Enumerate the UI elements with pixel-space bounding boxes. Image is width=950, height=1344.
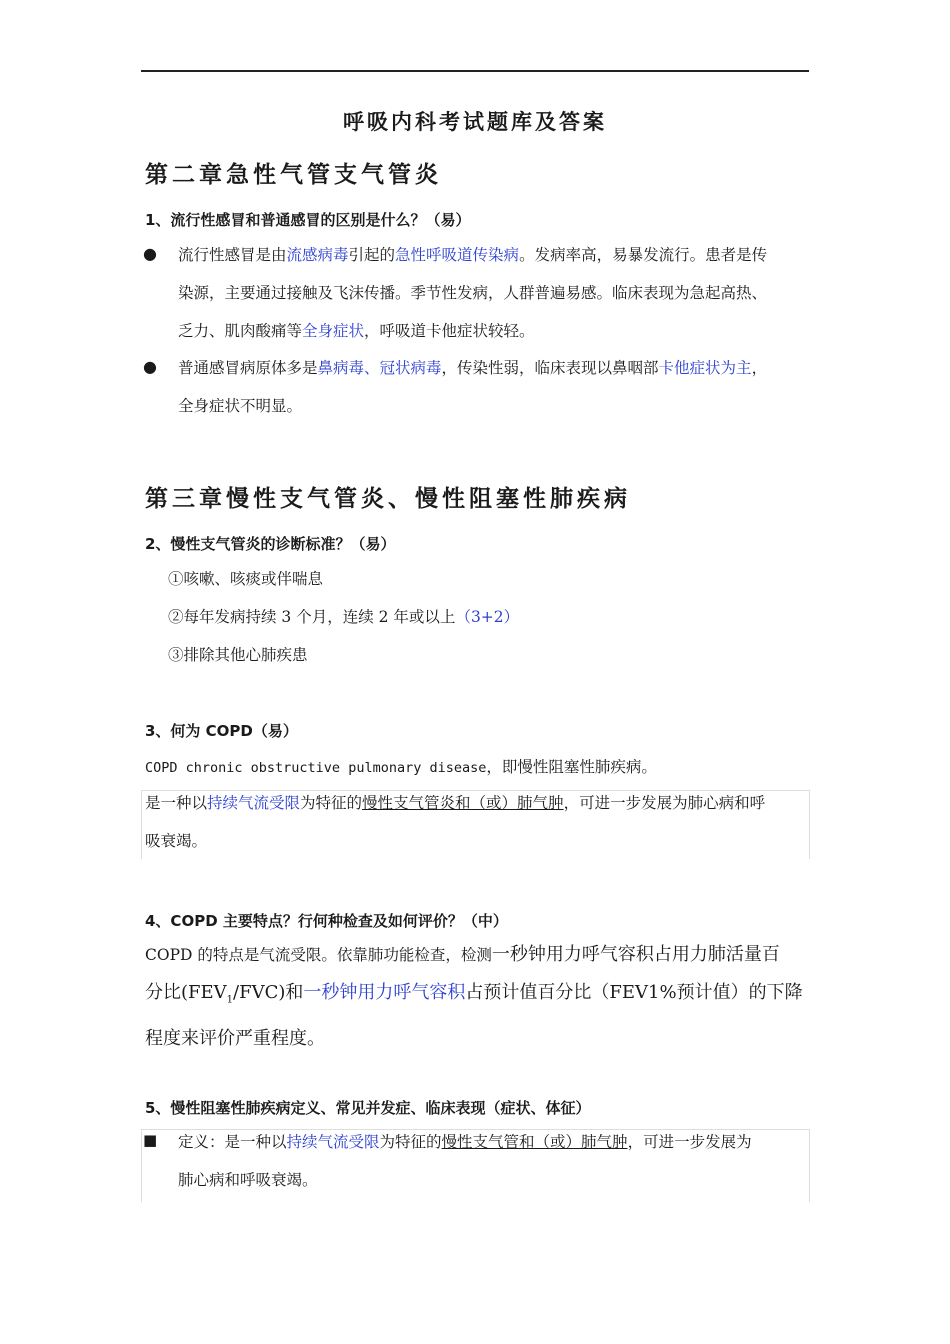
answer-3-line-1: COPD chronic obstructive pulmonary disease，即慢性阻塞性肺疾病。 xyxy=(145,758,657,776)
answer-2: ①咳嗽、咳痰或伴喘息 ②每年发病持续 3 个月，连续 2 年或以上（3+2） ③排除其他心肺疾患 xyxy=(168,570,520,664)
answer-1-bullet-2: 普通感冒病原体多是鼻病毒、冠状病毒，传染性弱，临床表现以鼻咽部卡他症状为主， 全身症状不明显。 xyxy=(178,359,768,415)
term-link: 急性呼吸道传染病 xyxy=(395,246,520,264)
term-link: 流感病毒 xyxy=(286,246,349,264)
term-link: 鼻病毒、冠状病毒 xyxy=(317,359,442,377)
bullet-dot-icon: ● xyxy=(143,357,157,376)
question-2: 2、慢性支气管炎的诊断标准？（易） xyxy=(145,535,396,553)
answer-1-bullet-1: 流行性感冒是由流感病毒引起的急性呼吸道传染病。发病率高，易暴发流行。患者是传 染源，主要通过接触及飞沫传播。季节性发病，人群普遍易感。临床表现为急起高热、 乏力、肌肉酸痛等全身症状，呼吸道卡他症状较轻。 xyxy=(178,246,768,340)
header-rule xyxy=(141,70,809,72)
question-5: 5、慢性阻塞性肺疾病定义、常见并发症、临床表现（症状、体征） xyxy=(145,1099,591,1117)
chapter-2-heading: 第二章急性气管支气管炎 xyxy=(145,161,442,188)
question-3: 3、何为 COPD（易） xyxy=(145,722,298,740)
bullet-dot-icon: ● xyxy=(143,244,157,263)
square-bullet-icon: ■ xyxy=(143,1131,158,1149)
document-title: 呼吸内科考试题库及答案 xyxy=(343,109,607,134)
term-link: 全身症状 xyxy=(302,322,365,340)
question-4: 4、COPD 主要特点？行何种检查及如何评价？（中） xyxy=(145,912,508,930)
term-link: 持续气流受限 xyxy=(207,794,301,812)
answer-5-definition: 定义：是一种以持续气流受限为特征的慢性支气管和（或）肺气肿，可进一步发展为 肺心病和呼吸衰竭。 xyxy=(178,1133,752,1189)
term-link: 一秒钟用力呼气容积 xyxy=(303,982,466,1003)
chapter-3-heading: 第三章慢性支气管炎、慢性阻塞性肺疾病 xyxy=(145,485,631,512)
answer-4: COPD 的特点是气流受限。依靠肺功能检查，检测一秒钟用力呼气容积占用力肺活量百 分比$(FEV_1/FVC)$和一秒钟用力呼气容积占预计值百分比（FEV1%预计值）的下降 程度来评价严重程度。 xyxy=(145,944,803,1049)
term-link: 持续气流受限 xyxy=(286,1133,380,1151)
question-1: 1、流行性感冒和普通感冒的区别是什么？（易） xyxy=(145,211,471,229)
answer-3-definition: 是一种以持续气流受限为特征的慢性支气管炎和（或）肺气肿，可进一步发展为肺心病和呼 吸衰竭。 xyxy=(145,794,766,850)
term-link: 卡他症状为主 xyxy=(658,359,752,377)
